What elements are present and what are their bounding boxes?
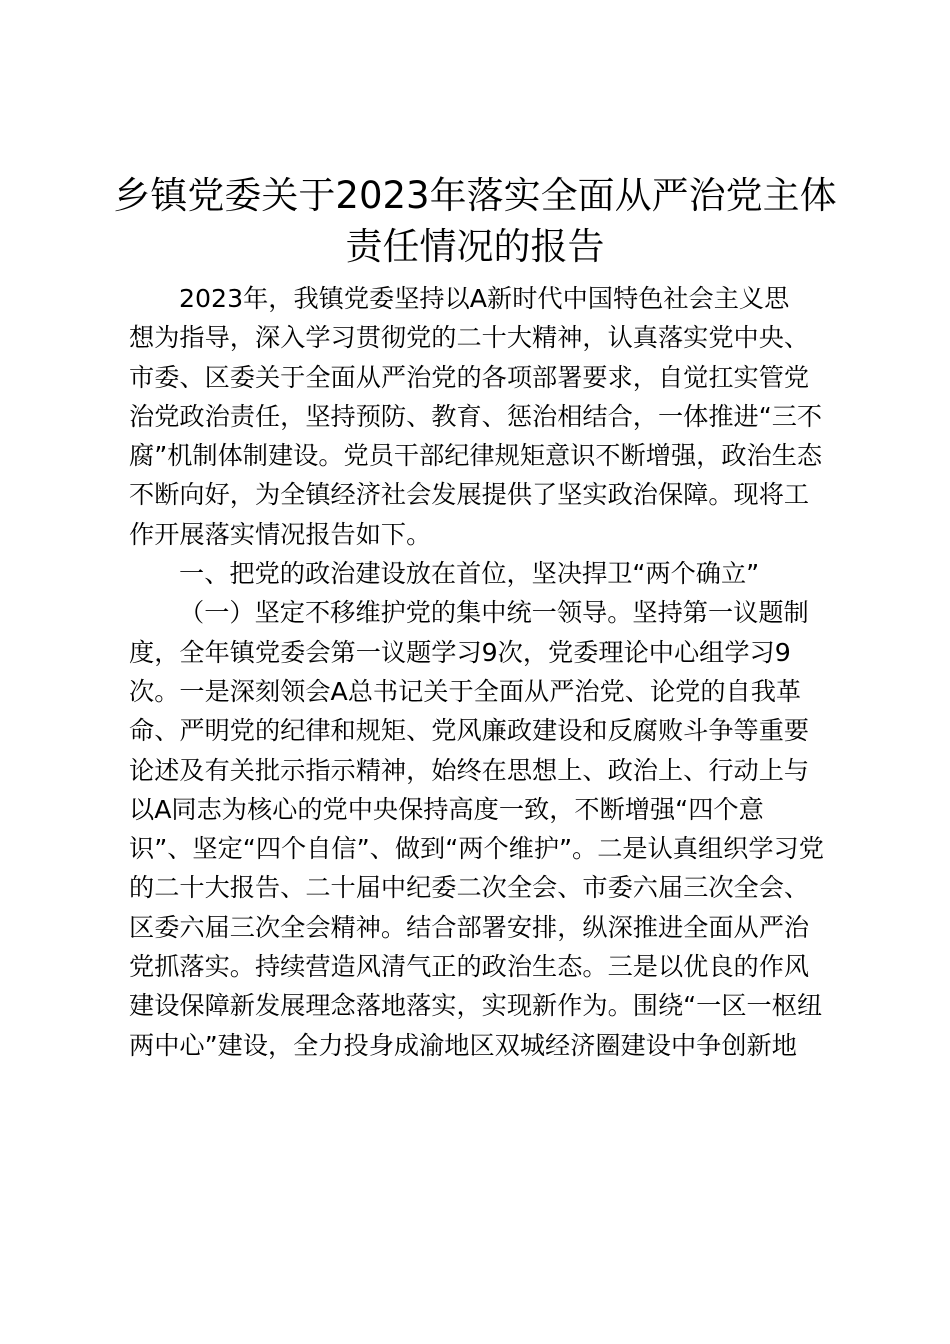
body-line: 建设保障新发展理念落地落实，实现新作为。围绕“一区一枢纽 [129, 991, 823, 1021]
body-line: 想为指导，深入学习贯彻党的二十大精神，认真落实党中央、 [129, 323, 810, 353]
section-heading: 一、把党的政治建设放在首位，坚决捍卫“两个确立” [179, 559, 760, 589]
body-line: 不断向好，为全镇经济社会发展提供了坚实政治保障。现将工 [129, 480, 810, 510]
body-line: 次。一是深刻领会A总书记关于全面从严治党、论党的自我革 [129, 676, 802, 706]
body-line: 度，全年镇党委会第一议题学习9次，党委理论中心组学习9 [129, 637, 791, 667]
report-title-line-1: 乡镇党委关于2023年落实全面从严治党主体 [113, 174, 837, 217]
body-line: 腐”机制体制建设。党员干部纪律规矩意识不断增强，政治生态 [129, 441, 823, 471]
body-line: 治党政治责任，坚持预防、教育、惩治相结合，一体推进“三不 [129, 401, 823, 431]
body-line: 以A同志为核心的党中央保持高度一致，不断增强“四个意 [129, 794, 764, 824]
body-line: 命、严明党的纪律和规矩、党风廉政建设和反腐败斗争等重要 [129, 716, 810, 746]
body-line: 两中心”建设，全力投身成渝地区双城经济圈建设中争创新地 [129, 1030, 797, 1060]
body-line: 党抓落实。持续营造风清气正的政治生态。三是以优良的作风 [129, 952, 810, 982]
body-line: 作开展落实情况报告如下。 [129, 519, 432, 549]
body-line: 区委六届三次全会精神。结合部署安排，纵深推进全面从严治 [129, 912, 810, 942]
subsection-heading: （一）坚定不移维护党的集中统一领导。坚持第一议题制 [179, 598, 809, 628]
body-line: 识”、坚定“四个自信”、做到“两个维护”。二是认真组织学习党 [129, 834, 824, 864]
body-line: 论述及有关批示指示精神，始终在思想上、政治上、行动上与 [129, 755, 810, 785]
body-line: 市委、区委关于全面从严治党的各项部署要求，自觉扛实管党 [129, 362, 810, 392]
body-line: 的二十大报告、二十届中纪委二次全会、市委六届三次全会、 [129, 873, 810, 903]
report-title-line-2: 责任情况的报告 [345, 225, 605, 268]
body-line: 2023年，我镇党委坚持以A新时代中国特色社会主义思 [179, 284, 790, 313]
report-body [129, 279, 839, 1065]
